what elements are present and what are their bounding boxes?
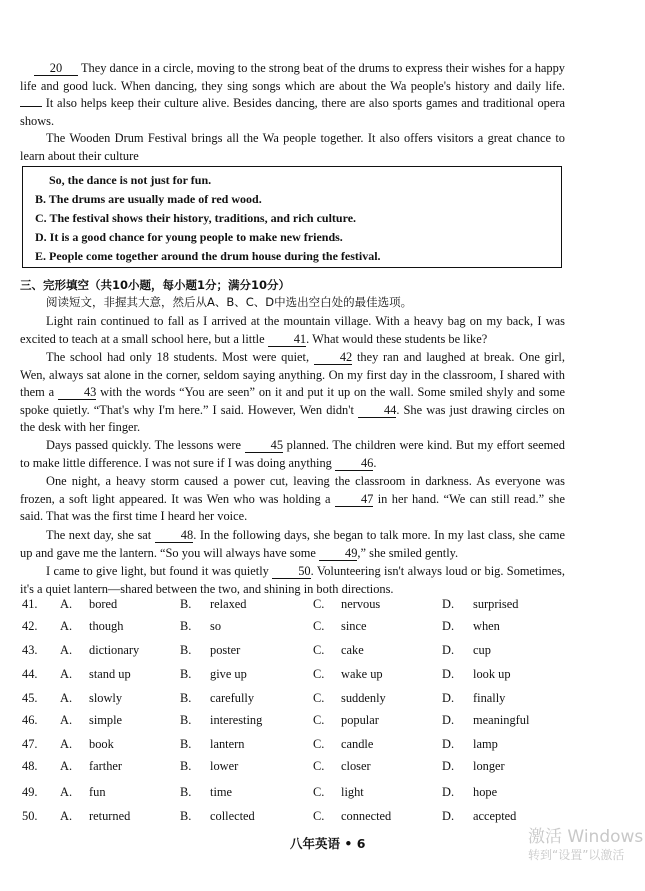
choice-letter-a: A. xyxy=(60,619,73,633)
activation-watermark-title: 激活 Windows xyxy=(528,827,644,847)
choice-d: accepted xyxy=(473,809,517,823)
choice-letter-c: C. xyxy=(313,643,325,657)
cloze-text: . Volunteering isn't always loud or big. Sometimes, it's a quiet lantern—shared between the two, and shining in both directions. xyxy=(20,564,565,596)
choice-b: lantern xyxy=(210,737,245,751)
cloze-text: Days passed quickly. The lessons were xyxy=(46,438,241,452)
choice-d: look up xyxy=(473,667,511,681)
question-number: 42. xyxy=(22,619,38,633)
cloze-paragraph-6 xyxy=(20,563,565,598)
question-number: 44. xyxy=(22,667,38,681)
question-row xyxy=(22,597,562,617)
choice-a: dictionary xyxy=(89,643,140,657)
section-title: 三、完形填空（共10小题，每小题1分；满分10分） xyxy=(20,278,291,292)
choice-letter-a: A. xyxy=(60,597,73,611)
choice-letter-d: D. xyxy=(442,597,455,611)
option-c: C. The festival shows their history, traditions, and rich culture. xyxy=(35,211,357,225)
choice-c: popular xyxy=(341,713,379,727)
choice-c: connected xyxy=(341,809,392,823)
choice-letter-c: C. xyxy=(313,759,325,773)
choice-a: simple xyxy=(89,713,123,727)
blank-41: 41 xyxy=(268,332,306,347)
choice-c: since xyxy=(341,619,367,633)
cloze-text: I came to give light, but found it was quietly xyxy=(46,564,269,578)
cloze-text: . In the following days, she began to talk more. In my last class, she came up and gave me the lantern. “So you will always have some xyxy=(20,528,565,560)
choice-letter-b: B. xyxy=(180,643,192,657)
passage-text: It also helps keep their culture alive. Besides dancing, there are also sports games and traditional opera shows. xyxy=(20,96,565,128)
choice-d: finally xyxy=(473,691,506,705)
choice-b: poster xyxy=(210,643,241,657)
question-row xyxy=(22,643,562,663)
blank-42: 42 xyxy=(314,350,352,365)
choice-letter-b: B. xyxy=(180,737,192,751)
choice-letter-d: D. xyxy=(442,619,455,633)
choice-letter-b: B. xyxy=(180,759,192,773)
choice-b: collected xyxy=(210,809,255,823)
question-row xyxy=(22,667,562,687)
choice-d: meaningful xyxy=(473,713,530,727)
choice-c: cake xyxy=(341,643,364,657)
question-number: 41. xyxy=(22,597,38,611)
cloze-text: . She was just drawing circles on the desk with her finger. xyxy=(20,402,565,435)
choice-d: when xyxy=(473,619,500,633)
question-number: 48. xyxy=(22,759,38,773)
choice-a: farther xyxy=(89,759,123,773)
choice-c: nervous xyxy=(341,597,381,611)
question-number: 50. xyxy=(22,809,38,823)
activation-watermark-hint: 转到“设置”以激活 xyxy=(528,848,625,862)
cloze-text: The next day, she sat xyxy=(46,528,152,542)
choice-c: wake up xyxy=(341,667,383,681)
choice-a: though xyxy=(89,619,124,633)
choice-letter-a: A. xyxy=(60,737,73,751)
cloze-paragraph-5 xyxy=(20,527,565,562)
blank-20: 20 xyxy=(34,61,78,76)
question-number: 47. xyxy=(22,737,38,751)
choice-c: closer xyxy=(341,759,371,773)
choice-d: cup xyxy=(473,643,491,657)
choice-letter-d: D. xyxy=(442,691,455,705)
choice-letter-d: D. xyxy=(442,643,455,657)
cloze-paragraph-3 xyxy=(20,437,565,472)
cloze-text: they ran and laughed at break. One girl, Wen, always sat alone in the corner, seldom saying anything. On my first day in the classroom, I shared with them a xyxy=(20,350,565,400)
blank-43: 43 xyxy=(58,385,96,400)
choice-letter-a: A. xyxy=(60,785,73,799)
choice-a: slowly xyxy=(89,691,123,705)
option-b: B. The drums are usually made of red wood. xyxy=(35,192,262,206)
choice-b: time xyxy=(210,785,233,799)
cloze-text: Light rain continued to fall as I arrived at the mountain village. With a heavy bag on my back, I was excited to teach at a small school here, but a little xyxy=(20,314,565,346)
cloze-text: The school had only 18 students. Most were quiet, xyxy=(46,350,310,364)
option-d: D. It is a good chance for young people to make new friends. xyxy=(35,230,343,244)
passage-paragraph-1 xyxy=(20,60,565,130)
cloze-text: ,” she smiled gently. xyxy=(357,545,459,560)
choice-letter-b: B. xyxy=(180,809,192,823)
cloze-text: planned. The children were kind. But my effort seemed to make little difference. I was not sure if I was doing anything xyxy=(20,438,565,470)
blank-44: 44 xyxy=(358,403,396,418)
question-row xyxy=(22,713,562,733)
choice-c: candle xyxy=(341,737,374,751)
choice-letter-a: A. xyxy=(60,643,73,657)
choice-letter-c: C. xyxy=(313,785,325,799)
blank-45: 45 xyxy=(245,438,283,453)
question-number: 49. xyxy=(22,785,38,799)
choice-letter-c: C. xyxy=(313,597,325,611)
cloze-text: with the words “You are seen” on it and put it up on the wall. Some smiled shyly and some spoke quietly. “That's why I'm here.” I said. However, Wen didn't xyxy=(20,385,565,417)
choice-a: fun xyxy=(89,785,106,799)
choice-d: hope xyxy=(473,785,498,799)
question-number: 45. xyxy=(22,691,38,705)
choice-b: interesting xyxy=(210,713,263,727)
question-number: 43. xyxy=(22,643,38,657)
blank-21 xyxy=(20,106,42,107)
choice-letter-d: D. xyxy=(442,737,455,751)
choice-b: relaxed xyxy=(210,597,247,611)
question-row xyxy=(22,619,562,639)
cloze-paragraph-4 xyxy=(20,473,565,526)
choice-letter-a: A. xyxy=(60,667,73,681)
choice-letter-b: B. xyxy=(180,785,192,799)
choice-letter-c: C. xyxy=(313,667,325,681)
options-box xyxy=(22,166,562,268)
section-instruction: 阅读短文，非握其大意，然后从A、B、C、D中选出空白处的最佳选项。 xyxy=(46,295,413,309)
choice-a: stand up xyxy=(89,667,131,681)
blank-46: 46 xyxy=(335,456,373,471)
blank-47: 47 xyxy=(335,492,373,507)
choice-a: book xyxy=(89,737,114,751)
choice-letter-b: B. xyxy=(180,597,192,611)
choice-b: give up xyxy=(210,667,247,681)
choice-letter-d: D. xyxy=(442,809,455,823)
question-number: 46. xyxy=(22,713,38,727)
choice-b: lower xyxy=(210,759,239,773)
question-row xyxy=(22,691,562,711)
choice-letter-a: A. xyxy=(60,713,73,727)
choice-letter-b: B. xyxy=(180,667,192,681)
choice-letter-b: B. xyxy=(180,713,192,727)
cloze-paragraph-1 xyxy=(20,313,565,348)
passage-text: They dance in a circle, moving to the strong beat of the drums to express their wishes for a happy life and good luck. When dancing, they sing songs which are about the Wa people's history and daily life. xyxy=(20,61,565,93)
choice-letter-c: C. xyxy=(313,691,325,705)
choice-a: returned xyxy=(89,809,131,823)
blank-49: 49 xyxy=(319,546,357,561)
choice-d: lamp xyxy=(473,737,498,751)
choice-letter-c: C. xyxy=(313,737,325,751)
choice-letter-b: B. xyxy=(180,691,192,705)
question-row xyxy=(22,759,562,779)
choice-letter-a: A. xyxy=(60,809,73,823)
question-row xyxy=(22,785,562,805)
question-row xyxy=(22,737,562,757)
choice-letter-d: D. xyxy=(442,667,455,681)
cloze-text: . xyxy=(373,455,377,470)
choice-letter-a: A. xyxy=(60,759,73,773)
choice-letter-b: B. xyxy=(180,619,192,633)
choice-c: light xyxy=(341,785,364,799)
page-footer: 八年英语 • 6 xyxy=(290,836,366,851)
blank-48: 48 xyxy=(155,528,193,543)
choice-b: so xyxy=(210,619,222,633)
cloze-text: One night, a heavy storm caused a power cut, leaving the classroom in darkness. As everyone was frozen, a soft light appeared. It was Wen who was holding a xyxy=(20,474,565,506)
choice-letter-d: D. xyxy=(442,785,455,799)
choice-letter-c: C. xyxy=(313,619,325,633)
choice-d: longer xyxy=(473,759,505,773)
cloze-text: in her hand. “We can still read.” she said. That was the first time I heard her voice. xyxy=(20,491,565,524)
cloze-paragraph-2 xyxy=(20,349,565,437)
choice-letter-c: C. xyxy=(313,809,325,823)
choice-letter-d: D. xyxy=(442,713,455,727)
choice-d: surprised xyxy=(473,597,519,611)
cloze-text: . What would these students be like? xyxy=(306,331,488,346)
blank-50: 50 xyxy=(272,564,310,579)
passage-paragraph-2: The Wooden Drum Festival brings all the Wa people together. It also offers visitors a great chance to learn about their culture xyxy=(20,131,565,163)
choice-b: carefully xyxy=(210,691,255,705)
option-e: E. People come together around the drum house during the festival. xyxy=(35,249,381,263)
choice-letter-a: A. xyxy=(60,691,73,705)
choice-a: bored xyxy=(89,597,118,611)
choice-letter-d: D. xyxy=(442,759,455,773)
option-a: So, the dance is not just for fun. xyxy=(49,173,212,187)
question-row xyxy=(22,809,562,829)
choice-c: suddenly xyxy=(341,691,386,705)
choice-letter-c: C. xyxy=(313,713,325,727)
